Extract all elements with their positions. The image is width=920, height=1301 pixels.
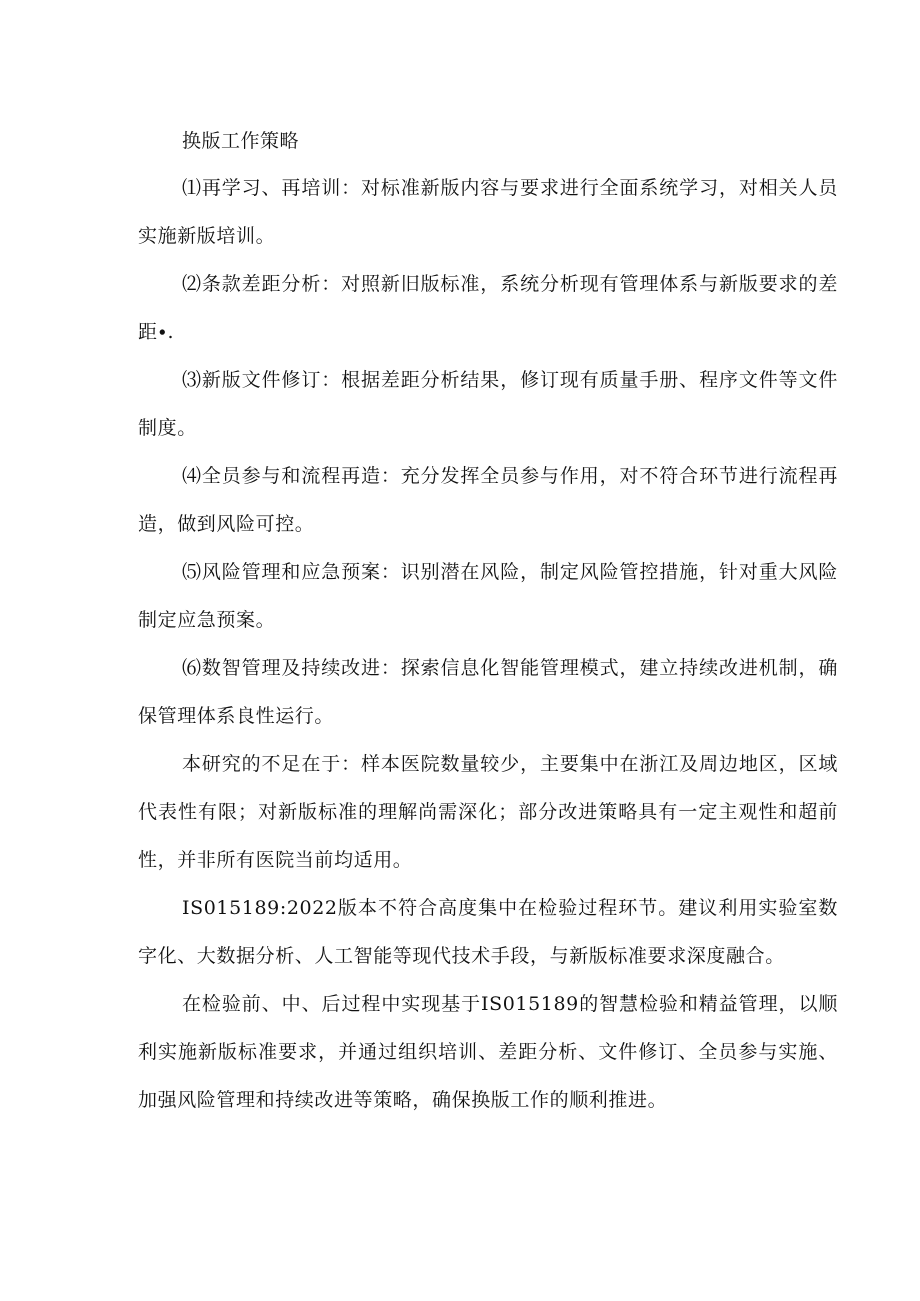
document-body — [138, 118, 838, 1124]
paragraph-document-revision: ⑶新版文件修订：根据差距分析结果，修订现有质量手册、程序文件等文件制度。 — [138, 369, 838, 439]
paragraph-risk-management: ⑸风险管理和应急预案：识别潜在风险，制定风险管控措施，针对重大风险制定应急预案。 — [138, 561, 838, 631]
paragraph-digital-management: ⑹数智管理及持续改进：探索信息化智能管理模式，建立持续改进机制，确保管理体系良性运行。 — [138, 657, 838, 727]
paragraph-full-participation: ⑷全员参与和流程再造：充分发挥全员参与作用，对不符合环节进行流程再造，做到风险可控。 — [138, 465, 838, 535]
section-heading: 换版工作策略 — [182, 130, 300, 152]
paragraph-gap-analysis: ⑵条款差距分析：对照新旧版标准，系统分析现有管理体系与新版要求的差距∙. — [138, 273, 838, 343]
paragraph-study-limitations: 本研究的不足在于：样本医院数量较少，主要集中在浙江及周边地区，区域代表性有限；对新版标准的理解尚需深化；部分改进策略具有一定主观性和超前性，并非所有医院当前均适用。 — [138, 753, 838, 871]
paragraph-relearn-retrain: ⑴再学习、再培训：对标准新版内容与要求进行全面系统学习，对相关人员实施新版培训。 — [138, 177, 838, 247]
paragraph-conclusion: 在检验前、中、后过程中实现基于IS015189的智慧检验和精益管理，以顺利实施新版标准要求，并通过组织培训、差距分析、文件修订、全员参与实施、加强风险管理和持续改进等策略，确保换版工作的顺利推进。 — [138, 993, 838, 1111]
paragraph-iso-nonconformity: IS015189:2022版本不符合高度集中在检验过程环节。建议利用实验室数字化、大数据分析、人工智能等现代技术手段，与新版标准要求深度融合。 — [138, 897, 838, 967]
